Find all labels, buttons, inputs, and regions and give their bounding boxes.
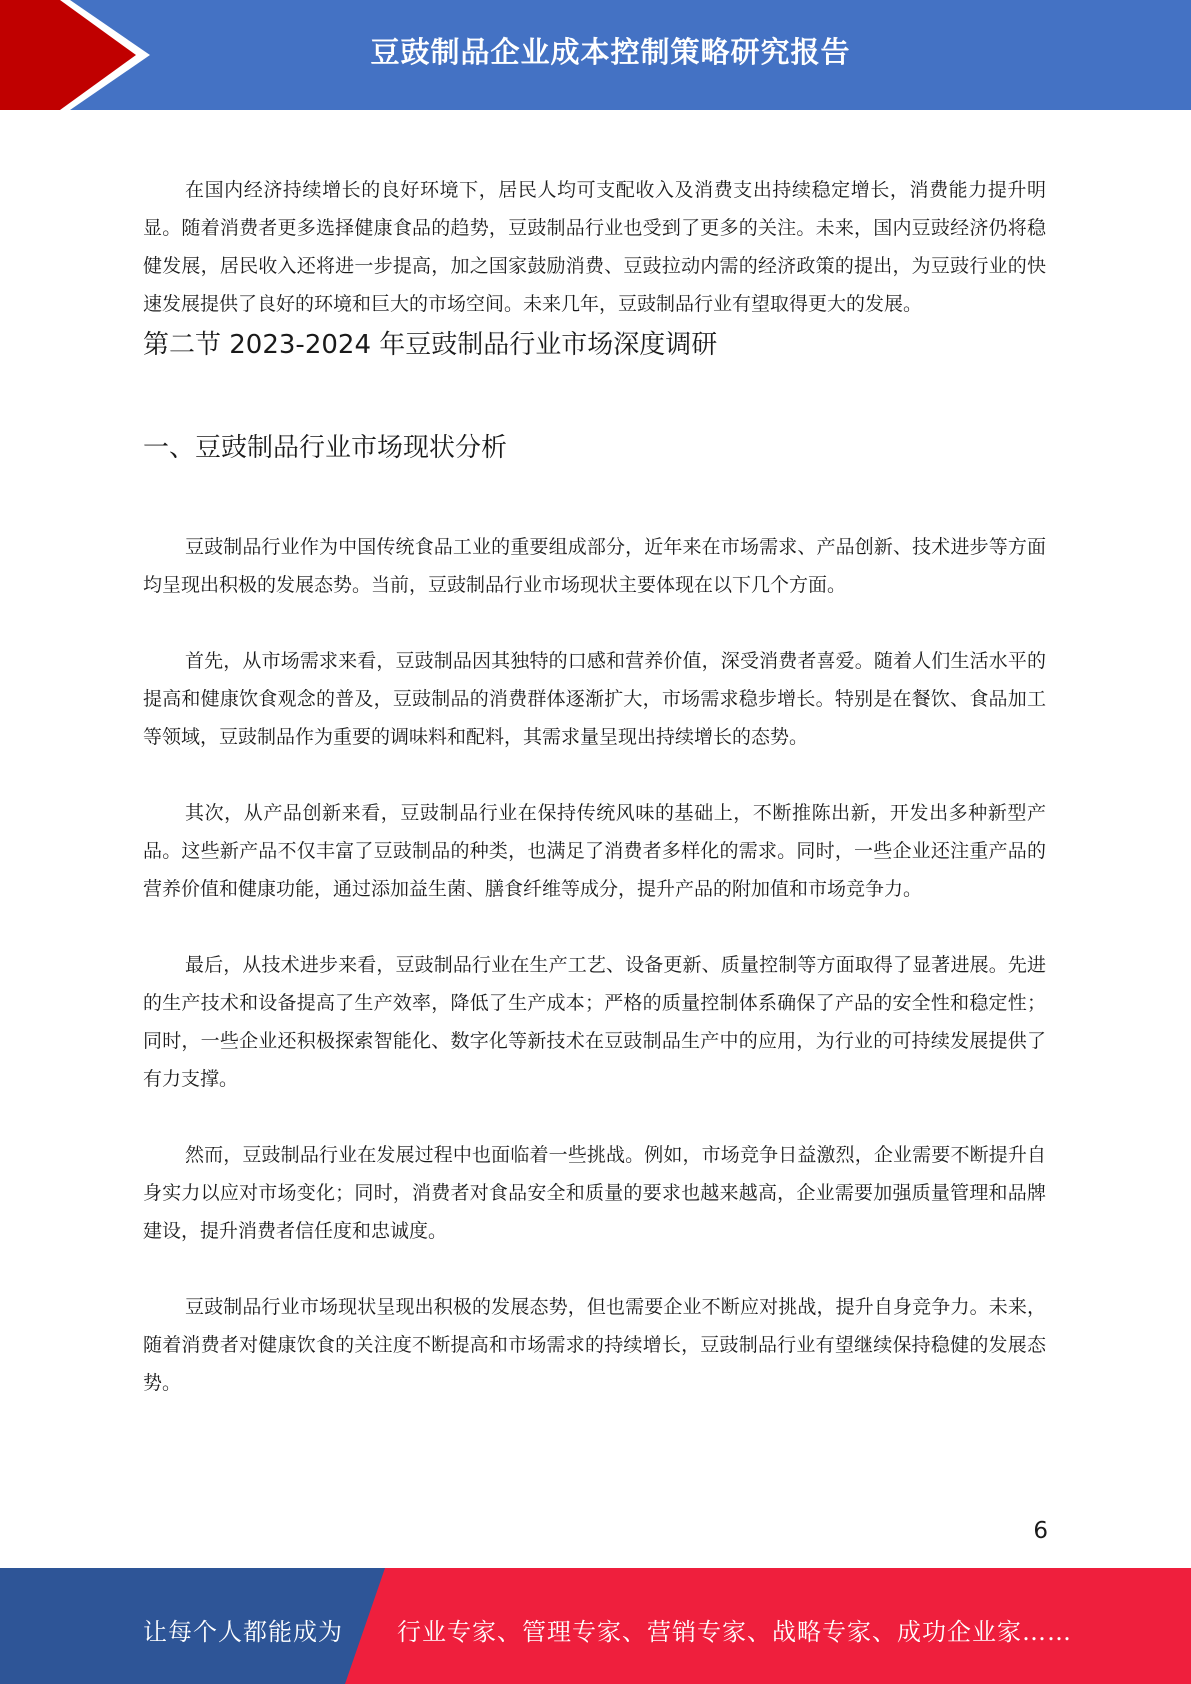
body-paragraph: 其次，从产品创新来看，豆豉制品行业在保持传统风味的基础上，不断推陈出新，开发出多种新型产品。这些新产品不仅丰富了豆豉制品的种类，也满足了消费者多样化的需求。同时，一些企业还注重产品的营养价值和健康功能，通过添加益生菌、膳食纤维等成分，提升产品的附加值和市场竞争力。 [143, 802, 1046, 900]
page-content [143, 171, 1046, 1402]
body-paragraph: 最后，从技术进步来看，豆豉制品行业在生产工艺、设备更新、质量控制等方面取得了显著进展。先进的生产技术和设备提高了生产效率，降低了生产成本；严格的质量控制体系确保了产品的安全性和稳定性；同时，一些企业还积极探索智能化、数字化等新技术在豆豉制品生产中的应用，为行业的可持续发展提供了有力支撑。 [143, 954, 1046, 1090]
subsection-heading: 一、豆豉制品行业市场现状分析 [143, 433, 508, 463]
footer-slogan-left: 让每个人都能成为 [143, 1618, 343, 1646]
section-heading: 第二节 2023-2024 年豆豉制品行业市场深度调研 [143, 330, 718, 360]
page-footer [0, 1568, 1191, 1684]
body-paragraph: 首先，从市场需求来看，豆豉制品因其独特的口感和营养价值，深受消费者喜爱。随着人们生活水平的提高和健康饮食观念的普及，豆豉制品的消费群体逐渐扩大，市场需求稳步增长。特别是在餐饮、食品加工等领域，豆豉制品作为重要的调味料和配料，其需求量呈现出持续增长的态势。 [143, 650, 1046, 748]
intro-paragraph: 在国内经济持续增长的良好环境下，居民人均可支配收入及消费支出持续稳定增长，消费能力提升明显。随着消费者更多选择健康食品的趋势，豆豉制品行业也受到了更多的关注。未来，国内豆豉经济仍将稳健发展，居民收入还将进一步提高，加之国家鼓励消费、豆豉拉动内需的经济政策的提出，为豆豉行业的快速发展提供了良好的环境和巨大的市场空间。未来几年，豆豉制品行业有望取得更大的发展。 [143, 179, 1046, 315]
body-paragraph: 豆豉制品行业作为中国传统食品工业的重要组成部分，近年来在市场需求、产品创新、技术进步等方面均呈现出积极的发展态势。当前，豆豉制品行业市场现状主要体现在以下几个方面。 [143, 536, 1046, 596]
page-number: 6 [1033, 1518, 1048, 1544]
footer-slogan-right: 行业专家、管理专家、营销专家、战略专家、成功企业家…… [397, 1618, 1072, 1646]
report-title: 豆豉制品企业成本控制策略研究报告 [370, 35, 851, 69]
body-paragraph: 然而，豆豉制品行业在发展过程中也面临着一些挑战。例如，市场竞争日益激烈，企业需要不断提升自身实力以应对市场变化；同时，消费者对食品安全和质量的要求也越来越高，企业需要加强质量管理和品牌建设，提升消费者信任度和忠诚度。 [143, 1144, 1046, 1242]
body-paragraph: 豆豉制品行业市场现状呈现出积极的发展态势，但也需要企业不断应对挑战，提升自身竞争力。未来，随着消费者对健康饮食的关注度不断提高和市场需求的持续增长，豆豉制品行业有望继续保持稳健的发展态势。 [143, 1296, 1046, 1394]
page-header [0, 0, 1191, 110]
